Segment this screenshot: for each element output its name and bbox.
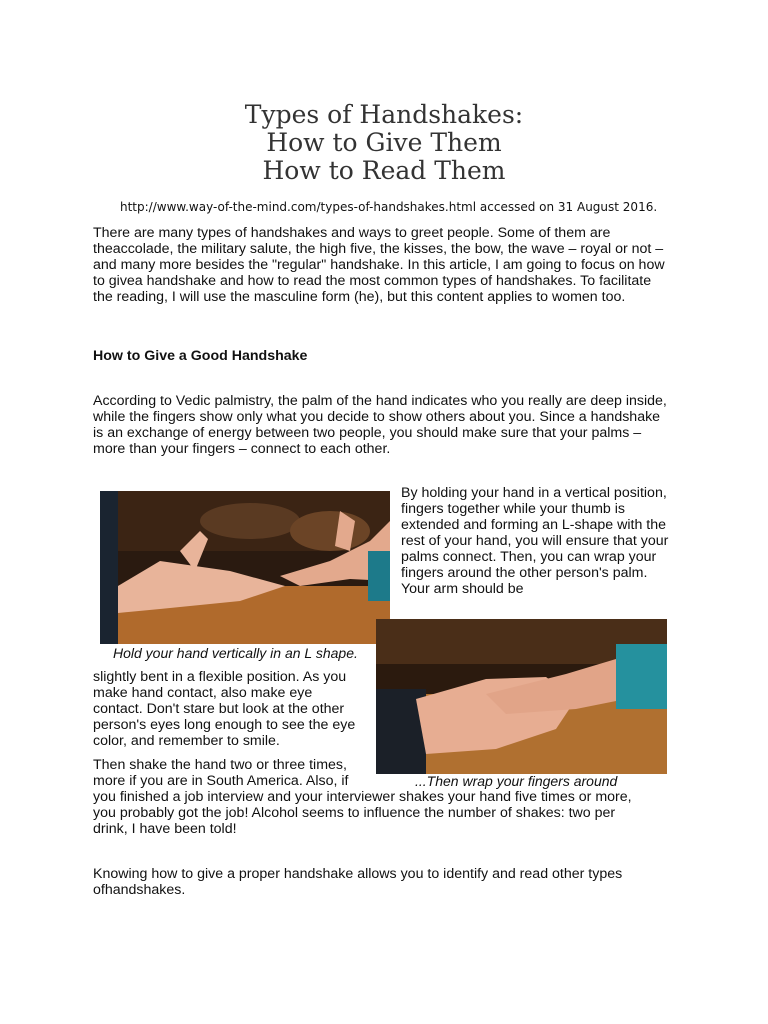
shake-paragraph-end: you finished a job interview and your interviewer shakes your hand five times or more, you probably got the job! Alcohol seems to influence the number of shakes: two per drink, I have been told!	[93, 789, 632, 837]
clasped-hands-photo	[376, 619, 667, 774]
open-hands-photo	[100, 491, 390, 644]
source-citation: http://www.way-of-the-mind.com/types-of-handshakes.html accessed on 31 August 2016.	[120, 200, 658, 214]
title-line-1: Types of Handshakes:	[244, 100, 524, 129]
vedic-paragraph: According to Vedic palmistry, the palm of the hand indicates who you really are deep inside, while the fingers show only what you decide to show others about you. Since a handshake is an exchange of energy between two people, you should make sure that your palms – more than your fingers – connect to each other.	[93, 393, 667, 457]
caption-open-hands: Hold your hand vertically in an L shape.	[113, 645, 358, 661]
left-column-text: slightly bent in a flexible position. As you make hand contact, also make eye contact. Don't stare but look at the other person's eyes long enough to see the eye color, and remember to smile.	[93, 669, 356, 749]
closing-paragraph: Knowing how to give a proper handshake allows you to identify and read other types ofhandshakes.	[93, 866, 623, 898]
title-line-3: How to Read Them	[262, 156, 506, 185]
caption-clasped-hands: ...Then wrap your fingers around	[415, 773, 618, 789]
shake-paragraph-start: Then shake the hand two or three times, more if you are in South America. Also, if	[93, 757, 349, 789]
intro-paragraph: There are many types of handshakes and ways to greet people. Some of them are theaccolade, the military salute, the high five, the kisses, the bow, the wave – royal or not – and many more besides the "regular" handshake. In this article, I am going to focus on how to givea handshake and how to read the most common types of handshakes. To facilitate the reading, I will use the masculine form (he), but this content applies to women too.	[93, 225, 665, 305]
title-line-2: How to Give Them	[266, 128, 502, 157]
section-heading: How to Give a Good Handshake	[93, 348, 308, 364]
right-column-text: By holding your hand in a vertical position, fingers together while your thumb is extended and forming an L-shape with the rest of your hand, you will ensure that your palms connect. Then, you can wrap your fingers around the other person's palm. Your arm should be	[401, 485, 669, 597]
